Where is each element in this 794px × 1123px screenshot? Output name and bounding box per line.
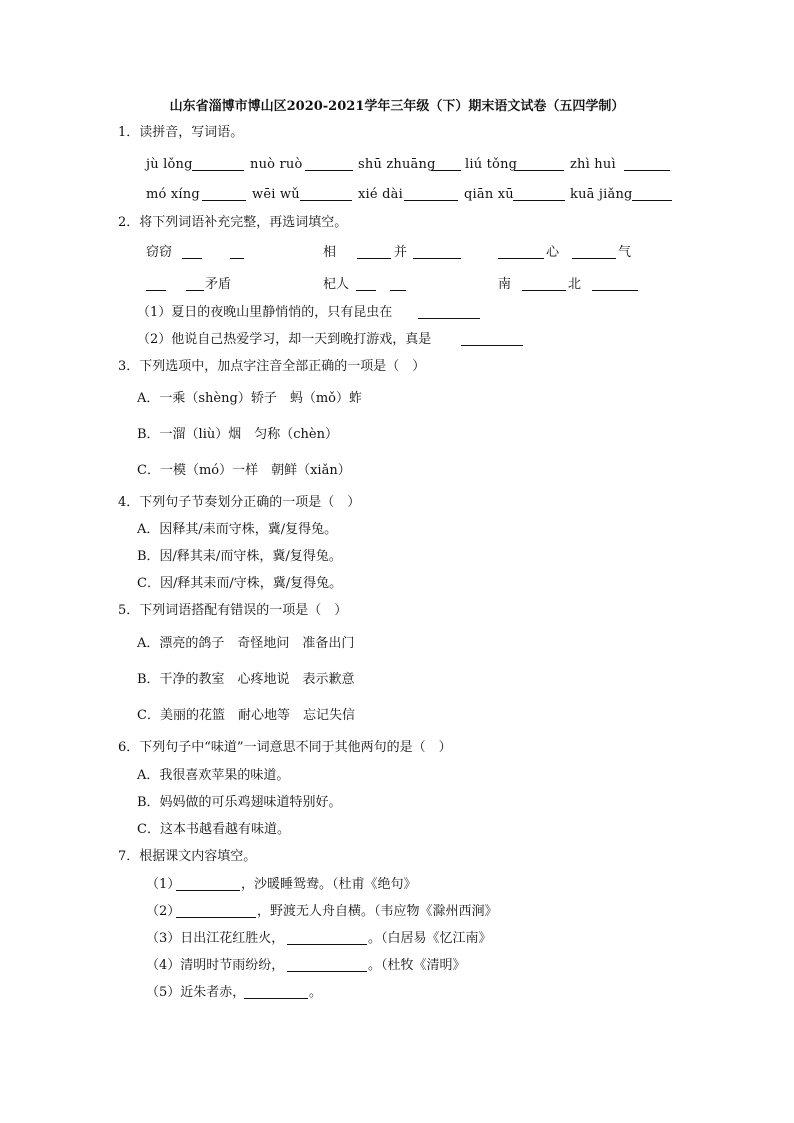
answer-blank[interactable] xyxy=(498,244,544,259)
item-4-text: （4）清明时节雨纷纷， xyxy=(146,958,285,973)
idiom-3-part-b: 气 xyxy=(618,245,632,260)
answer-blank[interactable] xyxy=(522,276,566,291)
idiom-3-part-a: 心 xyxy=(546,245,560,260)
item-3-text: （3）日出江花红胜火， xyxy=(146,931,285,946)
option-c[interactable]: C．这本书越看越有味道。 xyxy=(137,822,290,837)
pinyin-1-2: nuò ruò xyxy=(250,157,303,172)
item-5-text: （5）近朱者赤， xyxy=(146,985,246,1000)
answer-blank[interactable] xyxy=(182,244,202,259)
answer-blank[interactable] xyxy=(287,930,367,945)
answer-blank[interactable] xyxy=(356,276,376,291)
answer-blank[interactable] xyxy=(287,957,367,972)
question-7-stem: 7．根据课文内容填空。 xyxy=(118,849,257,864)
answer-blank[interactable] xyxy=(192,156,244,171)
answer-blank[interactable] xyxy=(202,186,246,201)
answer-blank[interactable] xyxy=(186,276,204,291)
answer-blank[interactable] xyxy=(357,244,391,259)
item-2-number: （2） xyxy=(146,904,181,919)
option-c[interactable]: C．因/释其耒而/守株，冀/复得兔。 xyxy=(137,576,343,591)
pinyin-2-1: mó xíng xyxy=(146,187,200,202)
answer-blank[interactable] xyxy=(513,186,565,201)
pinyin-1-3: shū zhuāng xyxy=(358,157,436,172)
idiom-4-part: 矛盾 xyxy=(205,277,232,292)
pinyin-2-4: qiān xū xyxy=(464,187,514,202)
pinyin-1-5: zhì huì xyxy=(570,157,616,172)
page-title: 山东省淄博市博山区2020-2021学年三年级（下）期末语文试卷（五四学制） xyxy=(169,99,625,114)
item-3-source: 。（白居易《忆江南》 xyxy=(368,931,492,946)
answer-blank[interactable] xyxy=(176,876,240,891)
option-b[interactable]: B．一溜（liù）烟 匀称（chèn） xyxy=(137,427,338,442)
answer-blank[interactable] xyxy=(572,244,616,259)
answer-blank[interactable] xyxy=(244,984,308,999)
sentence-1: （1）夏日的夜晚山里静悄悄的，只有昆虫在 xyxy=(137,305,393,320)
question-2-stem: 2．将下列词语补充完整，再选词填空。 xyxy=(118,215,348,230)
answer-blank[interactable] xyxy=(514,156,564,171)
question-6-stem: 6．下列句子中“味道”一词意思不同于其他两句的是（ ） xyxy=(118,740,452,755)
answer-blank[interactable] xyxy=(390,276,406,291)
question-4-stem: 4．下列句子节奏划分正确的一项是（ ） xyxy=(118,495,361,510)
idiom-2-part-a: 相 xyxy=(323,245,337,260)
question-1-stem: 1．读拼音，写词语。 xyxy=(118,125,244,140)
answer-blank[interactable] xyxy=(418,304,480,319)
answer-blank[interactable] xyxy=(146,276,166,291)
option-a[interactable]: A．因释其/耒而守株，冀/复得兔。 xyxy=(137,522,338,537)
answer-blank[interactable] xyxy=(300,186,352,201)
idiom-5-part: 杞人 xyxy=(323,277,350,292)
question-5-stem: 5．下列词语搭配有错误的一项是（ ） xyxy=(118,603,348,618)
item-2-text: ，野渡无人舟自横。（韦应物《滁州西涧》 xyxy=(257,904,498,919)
answer-blank[interactable] xyxy=(176,903,256,918)
option-a[interactable]: A．漂亮的鸽子 奇怪地问 准备出门 xyxy=(137,636,355,651)
pinyin-2-5: kuā jiǎng xyxy=(570,187,633,202)
pinyin-2-3: xié dài xyxy=(358,187,403,202)
idiom-6-part-b: 北 xyxy=(568,277,582,292)
answer-blank[interactable] xyxy=(632,186,672,201)
option-b[interactable]: B．因/释其耒/而守株，冀/复得兔。 xyxy=(137,549,342,564)
answer-blank[interactable] xyxy=(592,276,638,291)
sentence-2: （2）他说自己热爱学习，却一天到晚打游戏，真是 xyxy=(137,332,432,347)
idiom-6-part-a: 南 xyxy=(498,277,512,292)
option-a[interactable]: A．我很喜欢苹果的味道。 xyxy=(137,768,290,783)
item-5-end: 。 xyxy=(309,985,323,1000)
option-c[interactable]: C．一模（mó）一样 朝鲜（xiǎn） xyxy=(137,463,351,478)
option-b[interactable]: B．干净的教室 心疼地说 表示歉意 xyxy=(137,672,355,687)
pinyin-1-1: jù lǒng xyxy=(146,157,193,172)
option-b[interactable]: B．妈妈做的可乐鸡翅味道特别好。 xyxy=(137,795,342,810)
idiom-1-part: 窃窃 xyxy=(146,245,173,260)
item-1-number: （1） xyxy=(146,877,181,892)
idiom-2-part-b: 并 xyxy=(394,245,408,260)
option-c[interactable]: C．美丽的花篮 耐心地等 忘记失信 xyxy=(137,708,355,723)
answer-blank[interactable] xyxy=(305,156,353,171)
answer-blank[interactable] xyxy=(413,244,461,259)
answer-blank[interactable] xyxy=(624,156,670,171)
question-3-stem: 3．下列选项中，加点字注音全部正确的一项是（ ） xyxy=(118,359,426,374)
option-a[interactable]: A．一乘（shèng）轿子 蚂（mǒ）蚱 xyxy=(137,391,362,406)
pinyin-1-4: liú tǒng xyxy=(465,157,518,172)
answer-blank[interactable] xyxy=(461,331,523,346)
answer-blank[interactable] xyxy=(404,186,458,201)
answer-blank[interactable] xyxy=(431,156,461,171)
answer-blank[interactable] xyxy=(230,244,244,259)
pinyin-2-2: wēi wǔ xyxy=(252,187,300,202)
item-4-source: 。（杜牧《清明》 xyxy=(368,958,466,973)
item-1-text: ，沙暖睡鸳鸯。（杜甫《绝句》 xyxy=(241,877,417,892)
